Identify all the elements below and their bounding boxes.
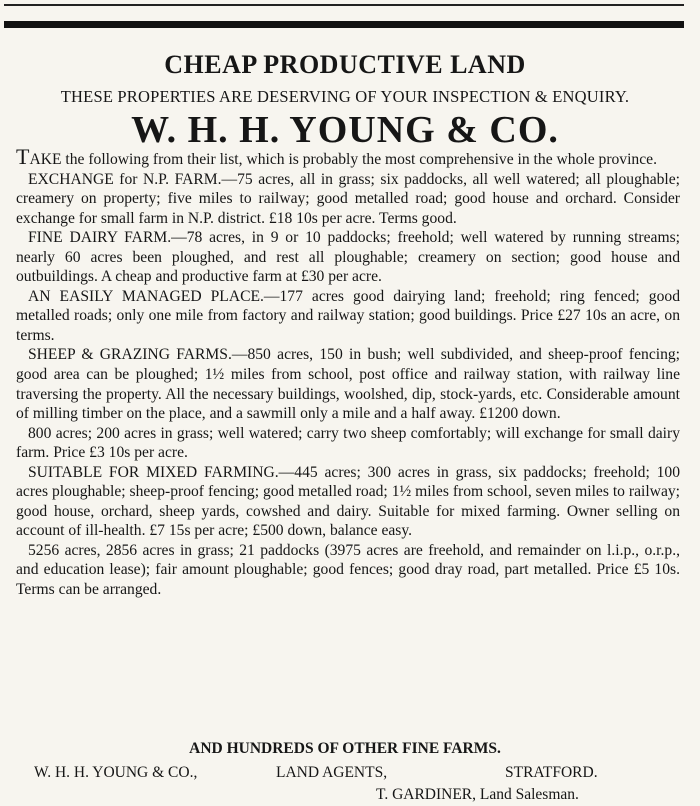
footer-tagline: AND HUNDREDS OF OTHER FINE FARMS. bbox=[189, 740, 501, 757]
listing-easily-managed-place: AN EASILY MANAGED PLACE.—177 acres good dairying land; freehold; ring fenced; good metalled roads; only one mile from factory and railway station; good buildings. Price £27 10s an acre, on terms. bbox=[16, 287, 680, 344]
listing-mixed-farming: SUITABLE FOR MIXED FARMING.—445 acres; 300 acres in grass, six paddocks; freehold; 100 acres ploughable; sheep-proof fencing; good metalled road; 1½ miles from school, seven miles to railway; good house, orchard, sheep yards, cowshed and dairy. Suitable for mixed farming. Owner selling on account of ill-health. £7 15s per acre; £500 down, balance easy. bbox=[16, 463, 680, 540]
top-rule-thick bbox=[4, 21, 684, 28]
footer-role: LAND AGENTS, bbox=[276, 764, 388, 781]
subheadline: THESE PROPERTIES ARE DESERVING OF YOUR INSPECTION & ENQUIRY. bbox=[60, 87, 630, 106]
drop-cap: T bbox=[16, 144, 30, 169]
footer-firm: W. H. H. YOUNG & CO., bbox=[34, 764, 198, 781]
listing-exchange-np-farm: EXCHANGE for N.P. FARM.—75 acres, all in grass; six paddocks, all well watered; all ploughable; creamery on property; five miles to railway; good metalled road; good house and orchard. Consider exchange for small farm in N.P. district. £18 10s per acre. Terms good. bbox=[16, 170, 680, 227]
footer-town: STRATFORD. bbox=[505, 764, 598, 781]
footer-salesman: T. GARDINER, Land Salesman. bbox=[376, 786, 579, 803]
firm-name: W. H. H. YOUNG & CO. bbox=[131, 109, 559, 151]
intro-text: AKE the following from their list, which is probably the most comprehensive in the whole province. bbox=[29, 151, 657, 168]
listing-800-acres: 800 acres; 200 acres in grass; well watered; carry two sheep comfortably; will exchange for small dairy farm. Price £3 10s per acre. bbox=[16, 424, 680, 462]
listing-sheep-grazing-farms: SHEEP & GRAZING FARMS.—850 acres, 150 in bush; well subdivided, and sheep-proof fencing; good area can be ploughed; 1½ miles from school, post office and railway station, with railway line traversing the property. All the necessary buildings, woolshed, dip, stock-yards, etc. Considerable amount of milling timber on the place, and a sawmill only a mile and a half away. £1200 down. bbox=[16, 346, 680, 423]
listing-body bbox=[16, 144, 680, 600]
listing-fine-dairy-farm: FINE DAIRY FARM.—78 acres, in 9 or 10 paddocks; freehold; well watered by running streams; nearly 60 acres been ploughed, and rest all ploughable; creamery on section; good house and outbuildings. A cheap and productive farm at £30 per acre. bbox=[16, 229, 680, 286]
top-rule-thin bbox=[4, 4, 684, 6]
headline: CHEAP PRODUCTIVE LAND bbox=[164, 50, 526, 79]
intro-paragraph bbox=[16, 144, 680, 170]
listing-5256-acres: 5256 acres, 2856 acres in grass; 21 paddocks (3975 acres are freehold, and remainder on l.i.p., o.r.p., and education lease); fair amount ploughable; good fences; good dray road, part metalled. Price £5 10s. Terms can be arranged. bbox=[16, 541, 680, 599]
